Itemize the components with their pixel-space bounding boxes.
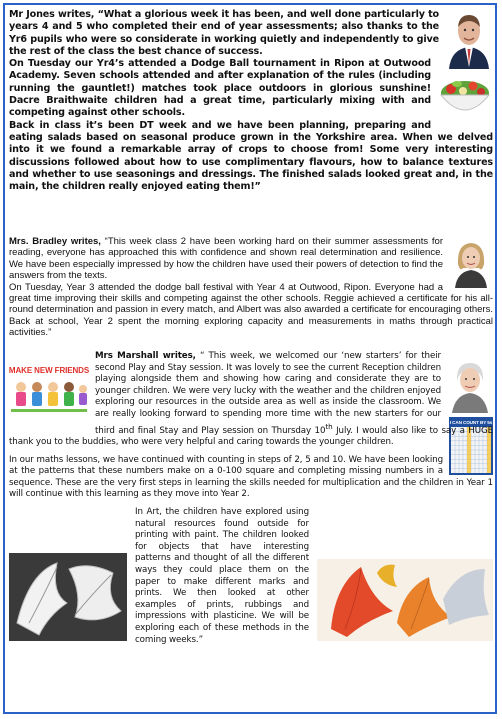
salad-image [437,73,493,123]
mrs-marshall-photo [447,357,493,413]
mr-jones-photo [445,9,493,69]
mrs-bradley-author: Mrs. Bradley writes, [9,236,101,247]
mr-jones-author: Mr Jones writes, [9,9,95,20]
section-mrs-bradley [9,236,493,339]
mrs-bradley-paragraph-1 [9,236,493,282]
mrs-marshall-paragraph-3: In Art, the children have explored using natural resources found outside for printing with paint. The children looked for objects that have interesting patterns and thought of all the different ways they could place them on the paper to make different marks and prints. We then looked at other examples of prints, rubbings and impressions with plasticine. We will be exploring each of these methods in the coming weeks.” [135,507,309,645]
section-mr-jones [9,9,493,193]
mrs-marshall-author: Mrs Marshall writes, [95,351,196,361]
newsletter-page [3,3,497,714]
mrs-marshall-text-1-end: July. I would also like to say a HUGE thank you to the buddies, who were very helpful and caring towards the younger children. [9,425,493,448]
mrs-bradley-photo [449,238,493,288]
painted-leaf-prints-image [317,559,493,641]
date-superscript: th [325,421,333,431]
count-by-5s-title: I CAN COUNT BY 5s [449,419,493,425]
mr-jones-paragraph-1 [9,9,493,58]
make-new-friends-title: MAKE NEW FRIENDS [9,366,89,375]
mr-jones-text-1: “What a glorious week it has been, and well done particularly to years 4 and 5 who completed their end of year assessments; also thanks to the Yr6 pupils who were so considerate in working quietly and independently to give the rest of the class the best chance of success. [9,9,439,57]
mr-jones-paragraph-2: On Tuesday our Yr4’s attended a Dodge Ball tournament in Ripon at Outwood Academy. Seven schools attended and after explanation of the rules (including running the gauntlet!) matches took place outdoors in glorious sunshine! Dacre Braithwaite children had a great time, particularly mixing with and competing against other schools. [9,58,431,119]
mrs-bradley-paragraph-2: On Tuesday, Year 3 attended the dodge ball festival with Year 4 at Outwood, Ripon. Everyone had a great time improving their skills and competing against the other schools. Reggie achieved a certificate for his all-round determination and passion in every match, and Albert was also awarded a certificate for encouraging others. Back at school, Year 2 spent the morning exploring capacity and measurements in maths through practical activities.” [9,281,493,339]
leaf-prints-image [9,553,127,641]
make-new-friends-image [9,363,89,423]
mr-jones-paragraph-3: Back in class it’s been DT week and we have been planning, preparing and eating salads based on seasonal produce grown in the Yorkshire area. When we delved into it we found a remarkable array of crops to choose from! Some very interesting discussions followed about how to use complimentary flavours, how to balance textures and whether to use seasonings and dressings. The finished salads looked great and, in the main, the children really enjoyed eating them!” [9,119,493,193]
mrs-marshall-text-1: “ This week, we welcomed our ‘new starters’ for their second Play and Stay session. It was lovely to see the current Reception children playing alongside them and showing how caring and considerate they are to younger children. We were very lucky with the weather and the children enjoyed exploring our resources in the outside area as well as inside the classroom. We are really looking forward to spending more time with the new starters for our third and final Stay and Play session on Thursday 10 [95,351,441,436]
section-mrs-marshall [9,351,493,646]
mrs-bradley-text-1: “This week class 2 have been working hard on their summer assessments for reading, everyone has approached this with confidence and shown real determination and resilience. We have been especially impressed by how the children have used their powers of detection to find the answers from the texts. [9,236,443,282]
mrs-marshall-paragraph-2: In our maths lessons, we have continued with counting in steps of 2, 5 and 10. We have been looking at the patterns that these numbers make on a 0-100 square and completing missing numbers in a sequence. These are the very first steps in learning the skills needed for multiplication and the children in Year 1 will continue with this learning as they move into Year 2. [9,454,493,500]
